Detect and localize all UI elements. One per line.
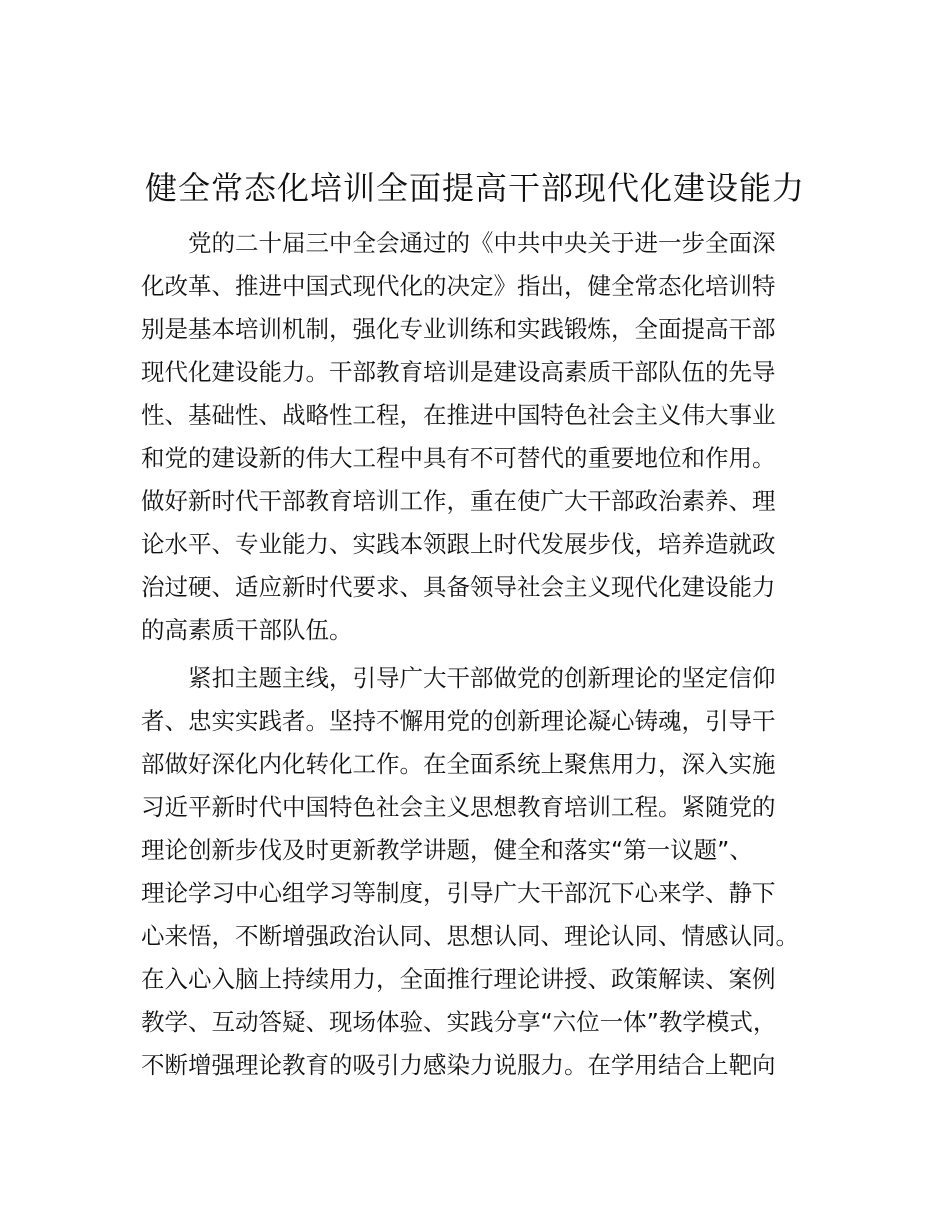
paragraph-line: 现代化建设能力。干部教育培训是建设高素质干部队伍的先导 (141, 358, 776, 386)
paragraph-line: 在入心入脑上持续用力，全面推行理论讲授、政策解读、案例 (141, 965, 776, 993)
paragraph-line: 党的二十届三中全会通过的《中共中央关于进一步全面深 (188, 229, 776, 257)
paragraph-1 (141, 222, 821, 652)
paragraph-line: 心来悟，不断增强政治认同、思想认同、理论认同、情感认同。 (141, 922, 799, 950)
paragraph-line: 习近平新时代中国特色社会主义思想教育培训工程。紧随党的 (141, 793, 776, 821)
paragraph-line: 做好新时代干部教育培训工作，重在使广大干部政治素养、理 (141, 487, 776, 515)
document-title: 健全常态化培训全面提高干部现代化建设能力 (144, 169, 805, 207)
paragraph-line: 和党的建设新的伟大工程中具有不可替代的重要地位和作用。 (141, 444, 776, 472)
paragraph-line: 理论创新步伐及时更新教学讲题，健全和落实“第一议题”、 (141, 836, 753, 864)
paragraph-line: 理论学习中心组学习等制度，引导广大干部沉下心来学、静下 (141, 879, 776, 907)
paragraph-line: 论水平、专业能力、实践本领跟上时代发展步伐，培养造就政 (141, 530, 776, 558)
paragraph-line: 治过硬、适应新时代要求、具备领导社会主义现代化建设能力 (141, 573, 776, 601)
paragraph-line: 者、忠实实践者。坚持不懈用党的创新理论凝心铸魂，引导干 (141, 707, 776, 735)
paragraph-line: 不断增强理论教育的吸引力感染力说服力。在学用结合上靶向 (141, 1051, 776, 1079)
paragraph-line: 别是基本培训机制，强化专业训练和实践锻炼，全面提高干部 (141, 315, 776, 343)
paragraph-2 (141, 657, 821, 1087)
document-body (141, 222, 821, 1087)
paragraph-line: 教学、互动答疑、现场体验、实践分享“六位一体”教学模式， (141, 1008, 777, 1036)
paragraph-line: 性、基础性、战略性工程，在推进中国特色社会主义伟大事业 (141, 401, 776, 429)
paragraph-line: 部做好深化内化转化工作。在全面系统上聚焦用力，深入实施 (141, 750, 776, 778)
paragraph-line: 的高素质干部队伍。 (141, 616, 353, 644)
paragraph-line: 化改革、推进中国式现代化的决定》指出，健全常态化培训特 (141, 272, 776, 300)
paragraph-line: 紧扣主题主线，引导广大干部做党的创新理论的坚定信仰 (188, 664, 776, 692)
